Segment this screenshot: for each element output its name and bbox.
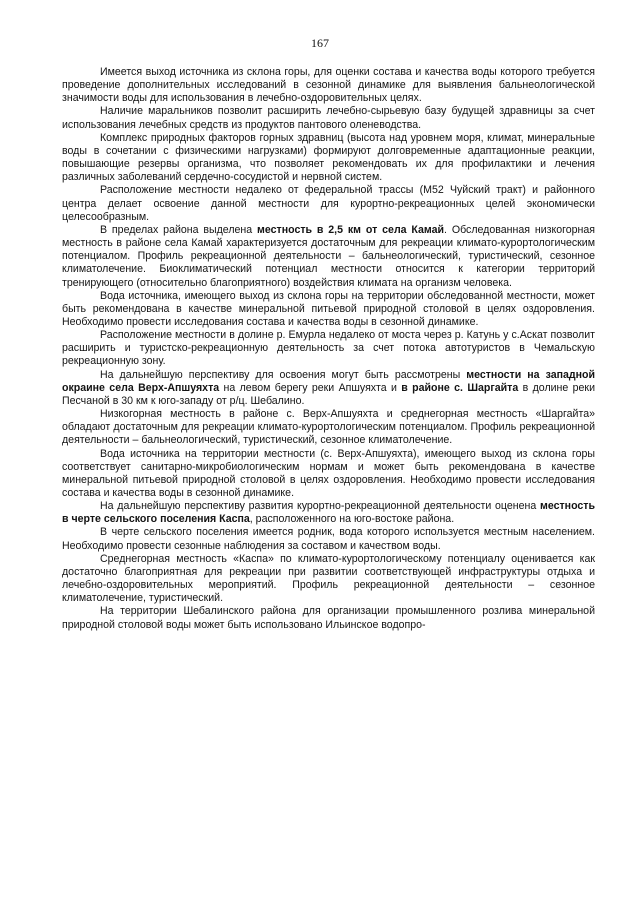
- text-run: Вода источника на территории местности (с. Верх-Апшуяхта), имеющего выход из склона горы соответствует санитарно-микробиологическим нормам и может быть рекомендована в качестве минеральной питьевой природной столовой в целях оздоровления. Необходимо провести исследования состава и качества воды в сезонной динамике.: [62, 447, 595, 499]
- text-run: Имеется выход источника из склона горы, для оценки состава и качества воды которого требуется проведение дополнительных исследований в сезонной динамике для выявления бальнеологической значимости воды для использования в лечебно-оздоровительных целях.: [62, 66, 595, 105]
- paragraph: [62, 66, 595, 105]
- paragraph: [62, 290, 595, 329]
- text-run: Расположение местности в долине р. Емурла недалеко от моста через р. Катунь у с.Аскат позволит расширить и туристско-рекреационную деятельность за счет потока автотуристов в Чемальскую рекреационную зону.: [62, 329, 595, 368]
- bold-text-run: местность в 2,5 км от села Камай: [257, 223, 445, 236]
- body-text: [62, 66, 595, 632]
- paragraph: [62, 369, 595, 408]
- text-run: Комплекс природных факторов горных здравниц (высота над уровнем моря, климат, минеральные воды в сочетании с физическими нагрузками) формируют долговременные адаптационные реакции, повышающие резервы организма, что позволяет рекомендовать их для профилактики и лечения различных заболеваний сердечно-сосудистой и нервной систем.: [62, 131, 595, 184]
- text-run: , расположенного на юго-востоке района.: [249, 513, 455, 526]
- text-run: На дальнейшую перспективу для освоения могут быть рассмотрены: [100, 368, 467, 381]
- paragraph: [62, 605, 595, 631]
- paragraph: [62, 408, 595, 447]
- text-run: Расположение местности недалеко от федеральной трассы (М52 Чуйский тракт) и районного центра делает освоение данной местности для курортно-рекреационных целей экономически целесообразным.: [62, 184, 595, 223]
- paragraph: [62, 553, 595, 606]
- text-run: в долине реки Песчаной в 30 км к юго-западу от р/ц. Шебалино.: [62, 381, 595, 407]
- paragraph: [62, 448, 595, 501]
- text-run: На территории Шебалинского района для организации промышленного розлива минеральной природной столовой воды может быть использовано Ильинское водопро-: [62, 605, 595, 631]
- text-run: В черте сельского поселения имеется родник, вода которого используется местным населением. Необходимо провести сезонные наблюдения за составом и качеством воды.: [62, 526, 595, 552]
- text-run: В пределах района выделена: [100, 223, 258, 236]
- paragraph: [62, 105, 595, 131]
- text-run: на левом берегу реки Апшуяхта и: [219, 381, 402, 394]
- bold-text-run: местности на западной окраине села Верх-Апшуяхта: [62, 368, 595, 394]
- text-run: На дальнейшую перспективу развития курортно-рекреационной деятельности оценена: [100, 500, 540, 513]
- paragraph: [62, 184, 595, 223]
- paragraph: [62, 329, 595, 368]
- paragraph: [62, 500, 595, 526]
- text-run: Низкогорная местность в районе с. Верх-Апшуяхта и среднегорная местность «Шаргайта» обладают достаточным для рекреации климато-курортологическим потенциалом. Профиль рекреационной деятельности – бальнеологический, туристический, сезонное климатолечение.: [62, 408, 595, 447]
- text-run: . Обследованная низкогорная местность в районе села Камай характеризуется достаточным для рекреации климато-курортологическим потенциалом. Профиль рекреационной деятельности – бальнеологический, туристический, сезонное климатолечение. Биоклиматический потенциал местности относится к категории территорий тренирующего (относительно благоприятного) воздействия климата на организм человека.: [62, 223, 596, 289]
- text-run: Вода источника, имеющего выход из склона горы на территории обследованной местности, может быть рекомендована в качестве минеральной питьевой природной столовой в целях оздоровления. Необходимо провести исследования состава и качества воды в сезонной динамике.: [62, 289, 595, 328]
- text-run: Среднегорная местность «Каспа» по климато-курортологическому потенциалу оценивается как достаточно благоприятная для рекреации при развитии соответствующей инфраструктуры отдыха и лечебно-оздоровительных мероприятий. Профиль рекреационной деятельности – сезонное климатолечение, туристический.: [62, 552, 595, 605]
- paragraph: [62, 526, 595, 552]
- bold-text-run: в районе с. Шаргайта: [401, 381, 519, 394]
- paragraph: [62, 224, 595, 290]
- page-number: 167: [311, 36, 329, 50]
- paragraph: [62, 132, 595, 185]
- text-run: Наличие маральников позволит расширить лечебно-сырьевую базу будущей здравницы за счет использования лечебных средств из продуктов пантового оленеводства.: [62, 105, 595, 131]
- bold-text-run: местность в черте сельского поселения Каспа: [62, 500, 595, 526]
